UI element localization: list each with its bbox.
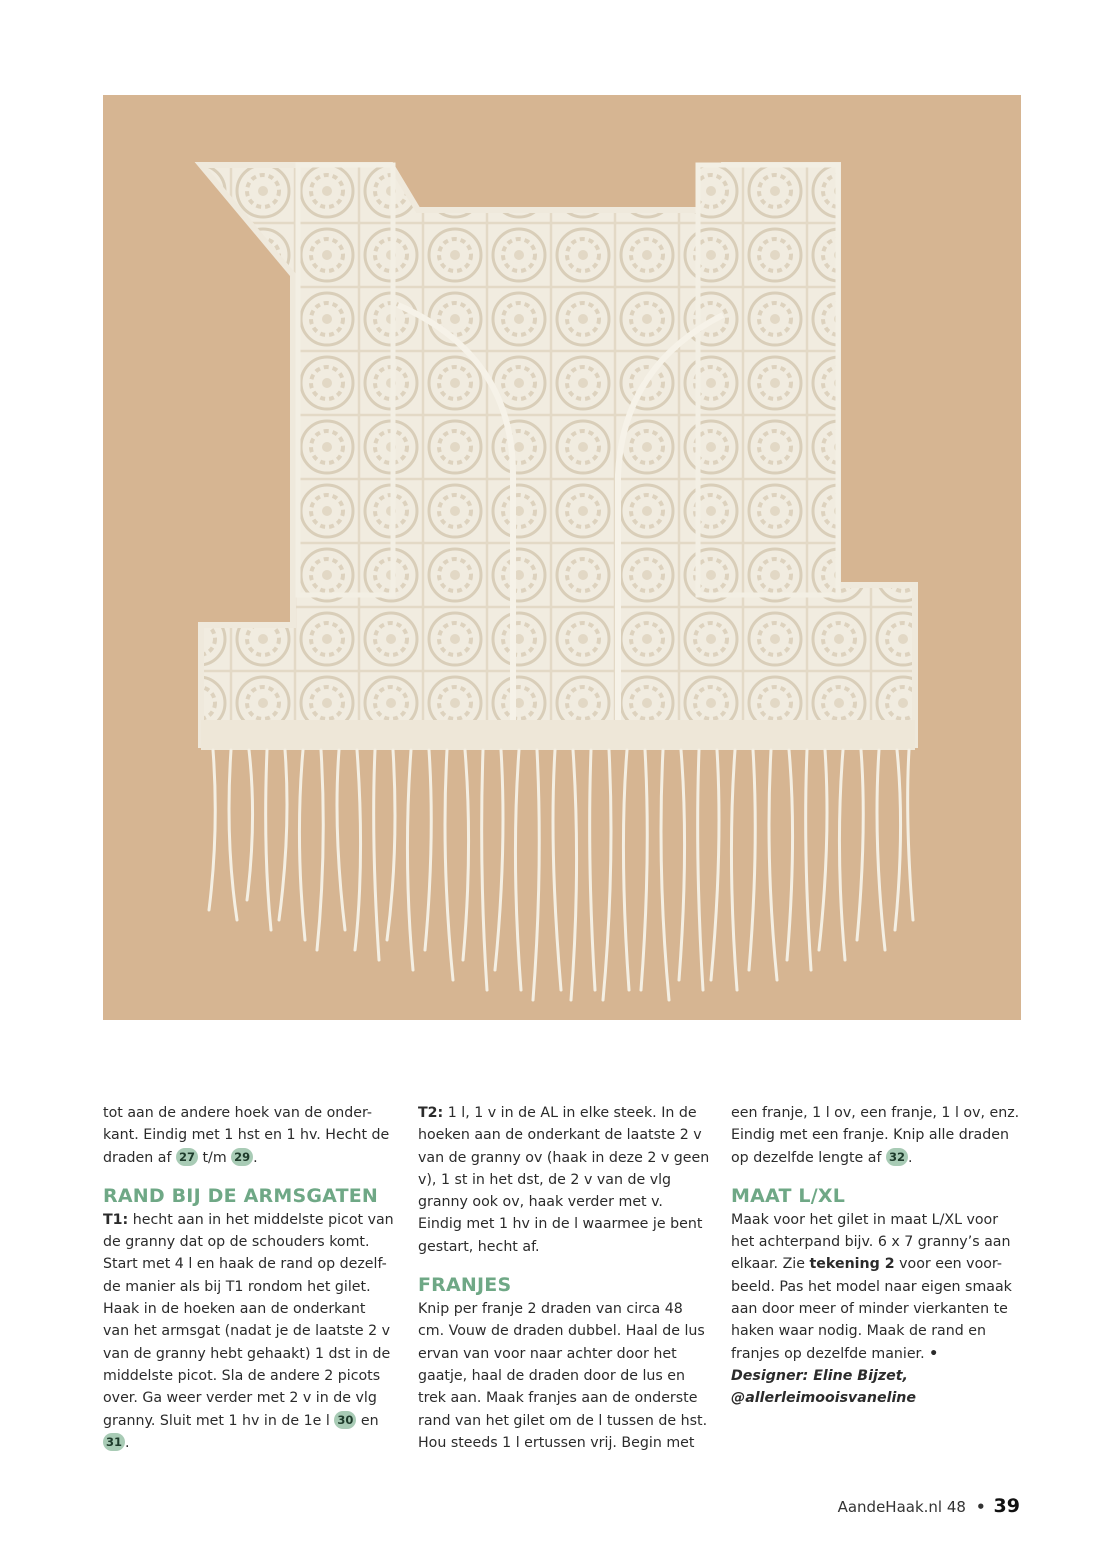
paragraph-maat: Maak voor het gilet in maat L/XL voor het achterpand bijv. 6 x 7 granny’s aan elkaar. Zie tekening 2 voor een voor-beeld. Pas het model naar eigen smaak aan door meer of minder vierkanten te haken waar nodig. Maak de rand en franjes op dezelfde manier. • bbox=[731, 1211, 1012, 1362]
step-badge-32: 32 bbox=[886, 1148, 908, 1166]
paragraph-franjes-cont: een franje, 1 l ov, een franje, 1 l ov, enz. Eindig met een franje. Knip alle draden op dezelfde lengte af 32 . bbox=[731, 1105, 1020, 1166]
designer-credit: Designer: Eline Bijzet, bbox=[731, 1367, 908, 1384]
magazine-name: AandeHaak.nl 48 bbox=[837, 1498, 966, 1516]
paragraph-t2: T2: 1 l, 1 v in de AL in elke steek. In de hoeken aan de onderkant de laatste 2 v van de granny ov (haak in deze 2 v geen v), 1 st in het dst, de 2 v van de vlg granny ook ov, haak verder met v. Eindig met 1 hv in de l waarmee je bent gestart, hecht af. bbox=[418, 1105, 710, 1255]
step-badge-29: 29 bbox=[231, 1148, 253, 1166]
product-photo bbox=[103, 95, 1021, 1020]
text-column-3 bbox=[731, 1102, 1023, 1410]
page-number: 39 bbox=[993, 1495, 1020, 1517]
page-footer bbox=[838, 1495, 1020, 1517]
step-badge-30: 30 bbox=[334, 1411, 356, 1429]
heading-armsgaten: RAND BIJ DE ARMSGATEN bbox=[103, 1184, 379, 1207]
end-mark: • bbox=[929, 1345, 939, 1362]
text-column-1 bbox=[103, 1102, 395, 1454]
paragraph-continued: tot aan de andere hoek van de onder-kant. Eindig met 1 hst en 1 hv. Hecht de draden af 27 t/m 29 . bbox=[103, 1105, 390, 1166]
paragraph-franjes: Knip per franje 2 draden van circa 48 cm. Vouw de draden dubbel. Haal de lus ervan van voor naar achter door het gaatje, haal de draden door de lus en trek aan. Maak franjes aan de onderste rand van het gilet om de l tussen de hst. Hou steeds 1 l ertussen vrij. Begin met bbox=[418, 1301, 708, 1451]
heading-franjes: FRANJES bbox=[418, 1274, 512, 1297]
paragraph-t1: T1: hecht aan in het middelste picot van de granny dat op de schouders komt. Start met 4 l en haak de rand op dezelf-de manier als bij T1 rondom het gilet. Haak in de hoeken aan de onderkant van het armsgat (nadat je de laatste 2 v van de granny hebt gehaakt) 1 dst in de middelste picot. Sla de andere 2 picots over. Ga weer verder met 2 v in de vlg granny. Sluit met 1 hv in de 1e l 30 en 31 . bbox=[103, 1211, 394, 1451]
designer-handle: @allerleimooisvaneline bbox=[731, 1390, 917, 1407]
text-column-2 bbox=[418, 1102, 710, 1454]
heading-maat: MAAT L/XL bbox=[731, 1184, 846, 1207]
step-badge-27: 27 bbox=[176, 1148, 198, 1166]
crochet-vest-illustration bbox=[103, 95, 1021, 1020]
footer-separator: • bbox=[975, 1498, 986, 1516]
step-badge-31: 31 bbox=[103, 1433, 125, 1451]
